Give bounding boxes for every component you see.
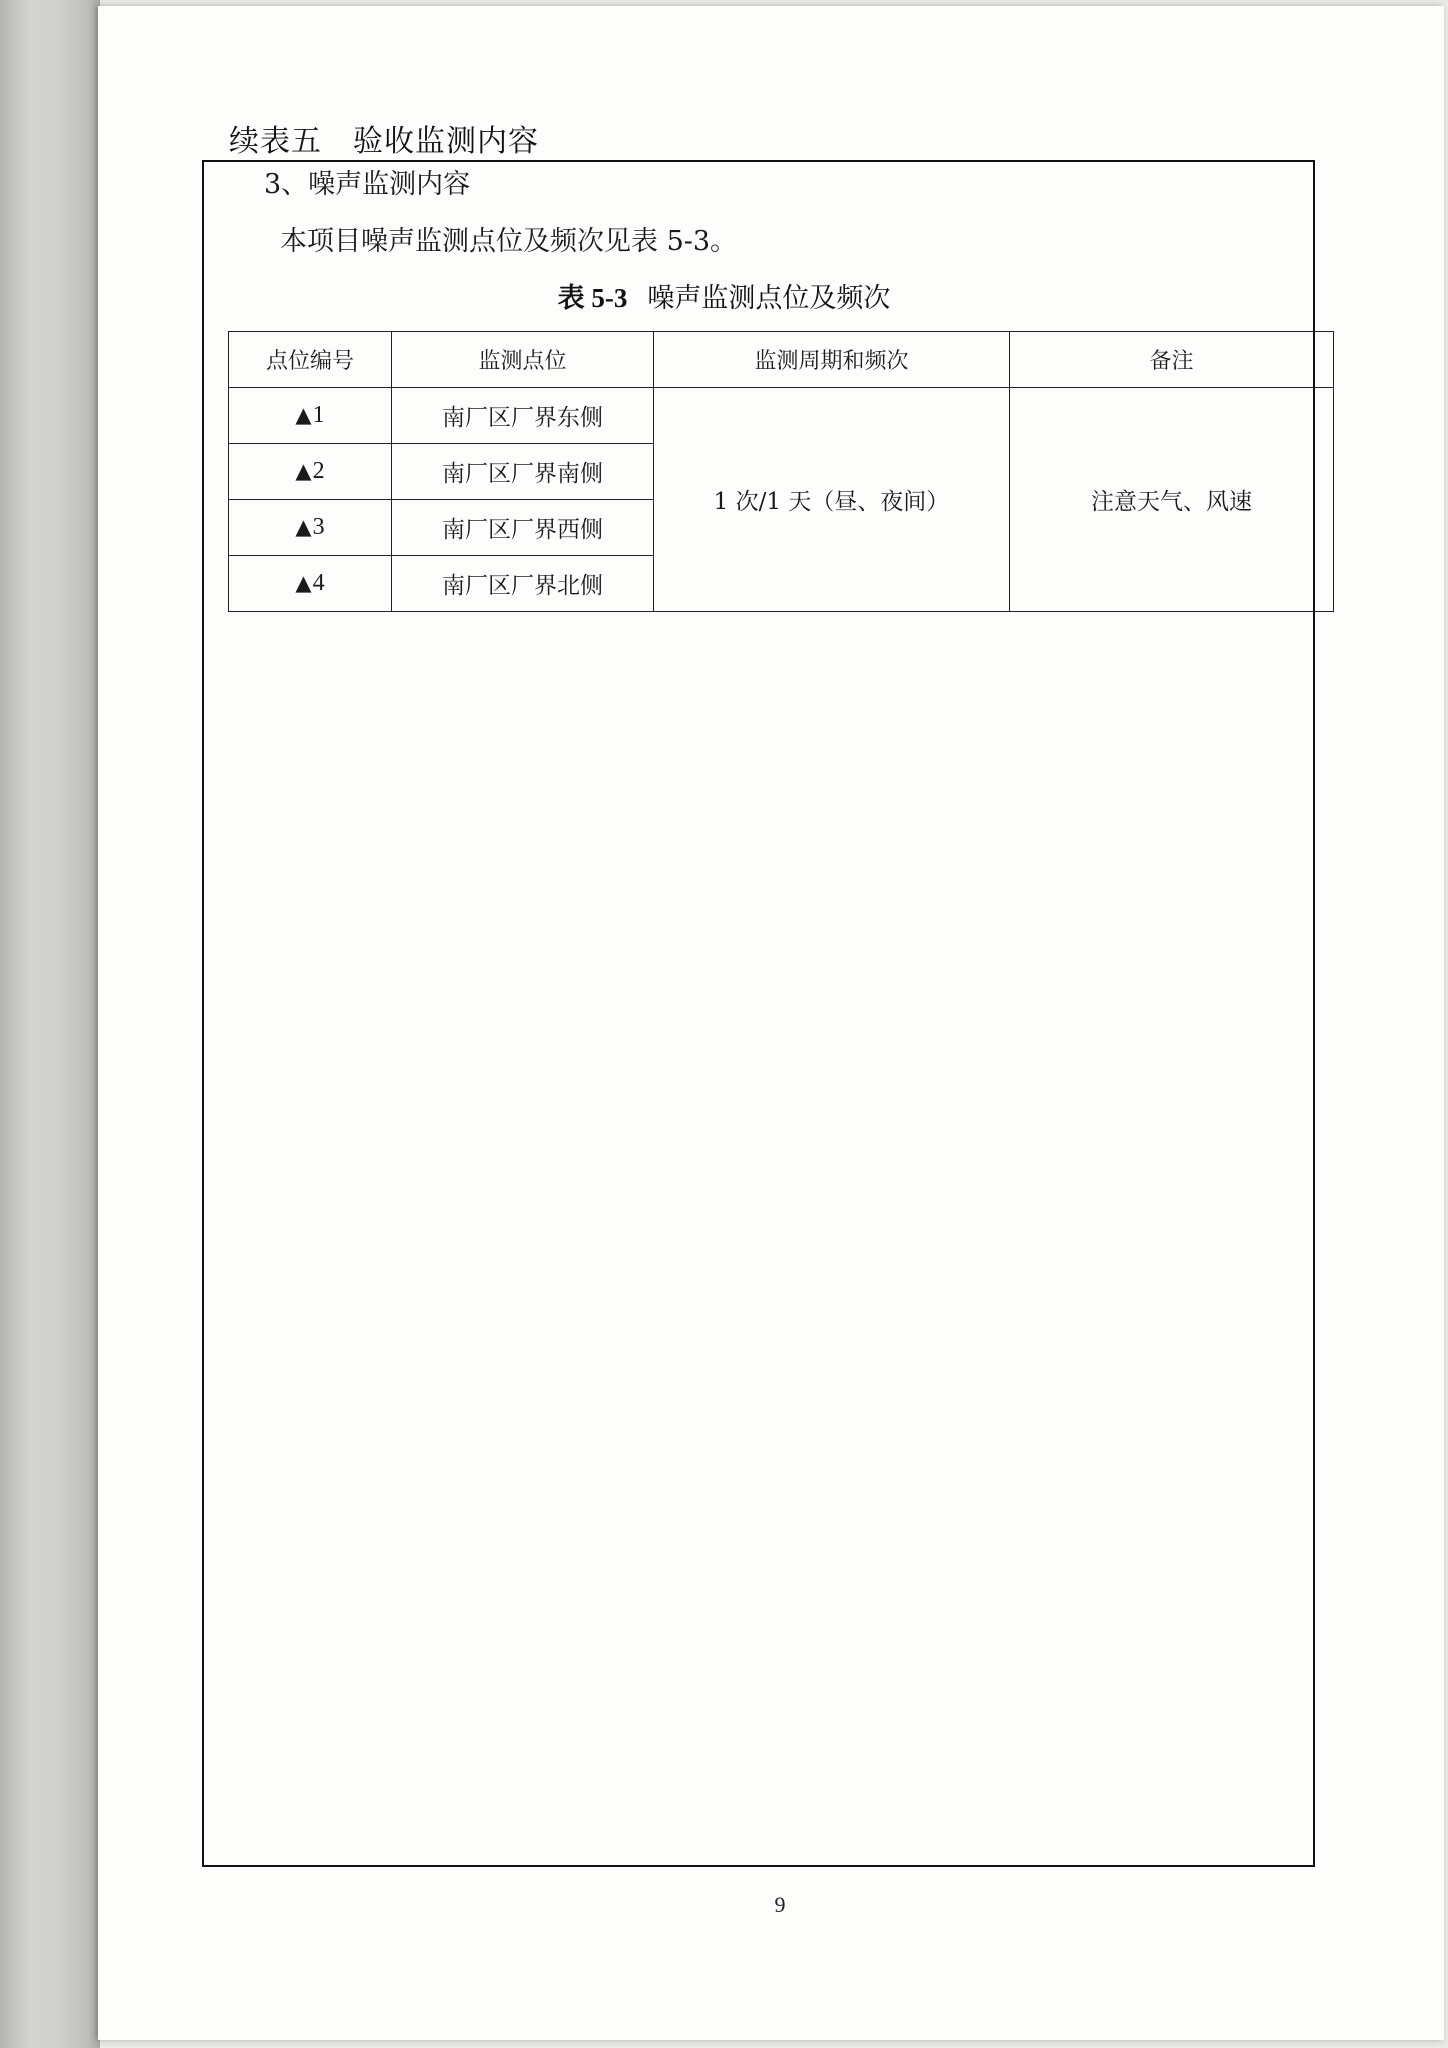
triangle-marker-icon: ▲ <box>295 515 312 539</box>
location-cell: 南厂区厂界西侧 <box>392 500 654 556</box>
point-id-cell <box>229 556 392 612</box>
location-cell: 南厂区厂界东侧 <box>392 388 654 444</box>
table-caption-number: 表 5-3 <box>557 283 628 313</box>
triangle-marker-icon: ▲ <box>295 403 312 427</box>
table-caption-title: 噪声监测点位及频次 <box>647 283 891 314</box>
frequency-cell: 1 次/1 天（昼、夜间） <box>654 388 1010 612</box>
point-id-cell <box>229 388 392 444</box>
intro-paragraph: 本项目噪声监测点位及频次见表 5-3。 <box>280 226 738 257</box>
point-id-cell <box>229 444 392 500</box>
point-id: 1 <box>312 402 325 428</box>
column-header-location: 监测点位 <box>392 332 654 388</box>
point-id: 4 <box>312 570 325 596</box>
point-id: 3 <box>312 514 325 540</box>
column-header-point-id: 点位编号 <box>229 332 392 388</box>
noise-monitoring-table <box>228 331 1334 612</box>
table-caption <box>0 276 1448 315</box>
column-header-frequency: 监测周期和频次 <box>654 332 1010 388</box>
triangle-marker-icon: ▲ <box>295 571 312 595</box>
location-cell: 南厂区厂界南侧 <box>392 444 654 500</box>
point-id: 2 <box>312 458 325 484</box>
section-title: 3、噪声监测内容 <box>264 169 471 200</box>
remark-cell: 注意天气、风速 <box>1010 388 1334 612</box>
point-id-cell <box>229 500 392 556</box>
table-header-row <box>229 332 1334 388</box>
triangle-marker-icon: ▲ <box>295 459 312 483</box>
table-row <box>229 388 1334 444</box>
page-heading: 续表五 验收监测内容 <box>229 124 539 159</box>
location-cell: 南厂区厂界北侧 <box>392 556 654 612</box>
column-header-remark: 备注 <box>1010 332 1334 388</box>
page-number: 9 <box>774 1892 786 1917</box>
